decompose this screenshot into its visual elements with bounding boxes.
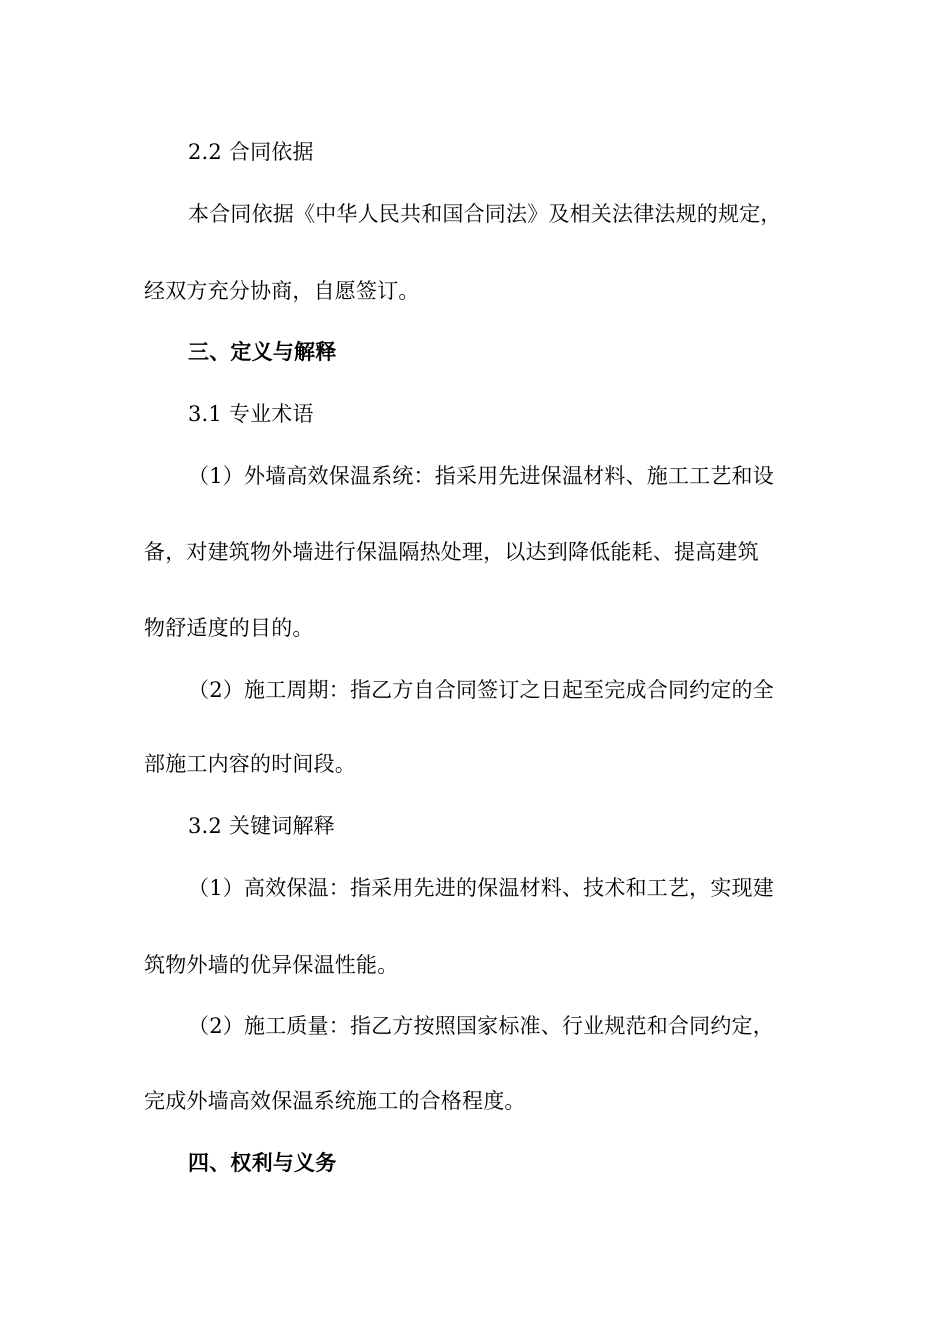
term-item-1-line-1: （1）外墙高效保温系统：指采用先进保温材料、施工工艺和设 — [188, 464, 774, 488]
subsection-heading-2-2: 2.2 合同依据 — [188, 140, 314, 164]
keyword-item-1-line-1: （1）高效保温：指采用先进的保温材料、技术和工艺，实现建 — [188, 876, 774, 900]
subsection-heading-3-2: 3.2 关键词解释 — [188, 814, 335, 838]
section-heading-3: 三、定义与解释 — [188, 339, 337, 364]
keyword-item-1-line-2: 筑物外墙的优异保温性能。 — [144, 953, 399, 977]
term-item-2-line-2: 部施工内容的时间段。 — [144, 752, 356, 776]
keyword-item-2-line-2: 完成外墙高效保温系统施工的合格程度。 — [144, 1089, 526, 1113]
subsection-heading-3-1: 3.1 专业术语 — [188, 402, 314, 426]
paragraph-basis-line-1: 本合同依据《中华人民共和国合同法》及相关法律法规的规定， — [188, 202, 782, 226]
term-item-1-line-2: 备，对建筑物外墙进行保温隔热处理，以达到降低能耗、提高建筑 — [144, 540, 759, 564]
term-item-2-line-1: （2）施工周期：指乙方自合同签订之日起至完成合同约定的全 — [188, 678, 774, 702]
keyword-item-2-line-1: （2）施工质量：指乙方按照国家标准、行业规范和合同约定， — [188, 1014, 774, 1038]
section-heading-4: 四、权利与义务 — [188, 1150, 337, 1175]
paragraph-basis-line-2: 经双方充分协商，自愿签订。 — [144, 279, 420, 303]
term-item-1-line-3: 物舒适度的目的。 — [144, 616, 314, 640]
